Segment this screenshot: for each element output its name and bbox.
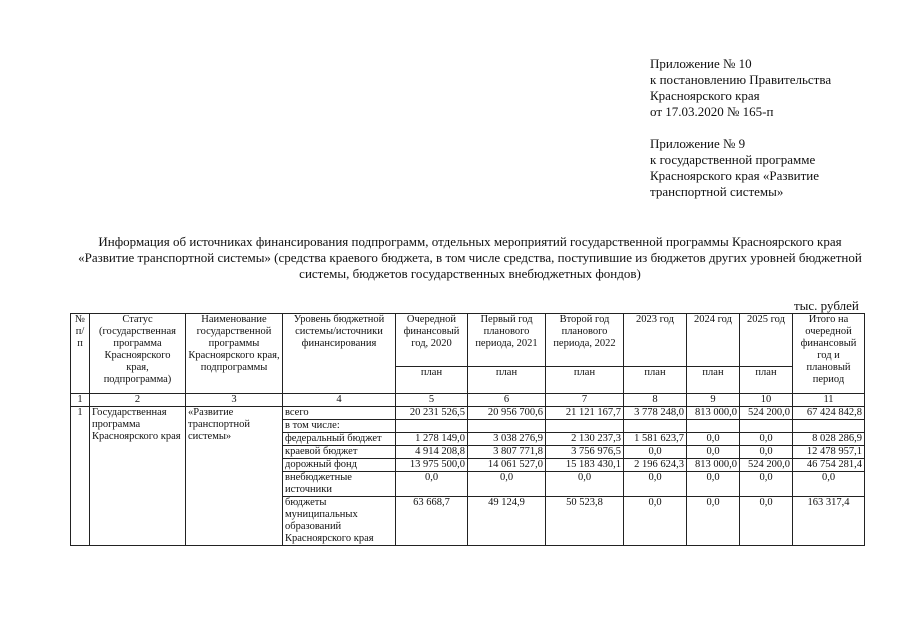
column-number-row (71, 394, 865, 407)
header-cell: 2023 год (624, 314, 687, 367)
value-cell: 0,0 (740, 433, 793, 446)
header-cell: Уровень бюджетной системы/источники финансирования (283, 314, 396, 394)
column-number: 2 (90, 394, 186, 407)
appendix-line: Красноярского края (650, 88, 760, 103)
value-cell: 50 523,8 (546, 497, 624, 546)
value-cell: 0,0 (468, 472, 546, 497)
appendix-line: к государственной программе (650, 152, 816, 167)
value-cell: 0,0 (624, 497, 687, 546)
value-cell: 524 200,0 (740, 407, 793, 420)
value-cell: 12 478 957,1 (793, 446, 865, 459)
row-status: Государственная программа Красноярского края (90, 407, 186, 546)
header-row (71, 314, 865, 367)
plan-cell: план (740, 367, 793, 394)
source-label: федеральный бюджет (283, 433, 396, 446)
value-cell: 13 975 500,0 (396, 459, 468, 472)
value-cell: 0,0 (687, 497, 740, 546)
value-cell: 15 183 430,1 (546, 459, 624, 472)
value-cell (546, 420, 624, 433)
value-cell: 0,0 (687, 433, 740, 446)
value-cell: 0,0 (687, 446, 740, 459)
value-cell: 63 668,7 (396, 497, 468, 546)
value-cell: 8 028 286,9 (793, 433, 865, 446)
financing-table (70, 313, 865, 546)
value-cell: 0,0 (396, 472, 468, 497)
appendix-line: к постановлению Правительства (650, 72, 832, 87)
value-cell: 4 914 208,8 (396, 446, 468, 459)
table-row (71, 407, 865, 420)
value-cell: 1 581 623,7 (624, 433, 687, 446)
row-number: 1 (71, 407, 90, 546)
header-cell: 2025 год (740, 314, 793, 367)
document-title: Информация об источниках финансирования подпрограмм, отдельных мероприятий государственной программы Красноярского края «Развитие транспортной системы» (средства краевого бюджета, в том числе средства, поступившие из бюджетов других уровней бюджетной системы, бюджетов государственных внебюджетных фондов) (78, 234, 862, 281)
value-cell: 524 200,0 (740, 459, 793, 472)
appendix-line: Приложение № 9 (650, 136, 746, 151)
column-number: 7 (546, 394, 624, 407)
header-cell: Второй год планового периода, 2022 (546, 314, 624, 367)
header-cell: 2024 год (687, 314, 740, 367)
value-cell (396, 420, 468, 433)
value-cell: 46 754 281,4 (793, 459, 865, 472)
header-cell: Первый год планового периода, 2021 (468, 314, 546, 367)
value-cell: 0,0 (624, 446, 687, 459)
source-label: дорожный фонд (283, 459, 396, 472)
appendix-line: Красноярского края «Развитие (650, 168, 820, 183)
header-cell: Статус (государственная программа Красноярского края, подпрограмма) (90, 314, 186, 394)
value-cell: 3 807 771,8 (468, 446, 546, 459)
value-cell: 0,0 (546, 472, 624, 497)
value-cell: 3 038 276,9 (468, 433, 546, 446)
value-cell: 1 278 149,0 (396, 433, 468, 446)
row-program-name: «Развитие транспортной системы» (186, 407, 283, 546)
value-cell (793, 420, 865, 433)
column-number: 4 (283, 394, 396, 407)
header-cell: Итого на очередной финансовый год и плановый период (793, 314, 865, 394)
units-label: тыс. рублей (794, 298, 859, 313)
value-cell (468, 420, 546, 433)
value-cell: 813 000,0 (687, 459, 740, 472)
column-number: 3 (186, 394, 283, 407)
value-cell (687, 420, 740, 433)
appendix-10-block (650, 56, 831, 120)
value-cell: 21 121 167,7 (546, 407, 624, 420)
plan-cell: план (468, 367, 546, 394)
plan-cell: план (546, 367, 624, 394)
value-cell: 0,0 (740, 497, 793, 546)
source-label: внебюджетные источники (283, 472, 396, 497)
column-number: 9 (687, 394, 740, 407)
column-number: 1 (71, 394, 90, 407)
source-label: краевой бюджет (283, 446, 396, 459)
column-number: 10 (740, 394, 793, 407)
source-label: всего (283, 407, 396, 420)
value-cell: 163 317,4 (793, 497, 865, 546)
value-cell: 2 196 624,3 (624, 459, 687, 472)
value-cell (740, 420, 793, 433)
value-cell: 67 424 842,8 (793, 407, 865, 420)
value-cell: 14 061 527,0 (468, 459, 546, 472)
value-cell: 0,0 (793, 472, 865, 497)
appendix-line: транспортной системы» (650, 184, 784, 199)
header-cell: Наименование государственной программы Красноярского края, подпрограммы (186, 314, 283, 394)
plan-cell: план (624, 367, 687, 394)
value-cell: 0,0 (624, 472, 687, 497)
value-cell (624, 420, 687, 433)
column-number: 8 (624, 394, 687, 407)
value-cell: 49 124,9 (468, 497, 546, 546)
value-cell: 0,0 (687, 472, 740, 497)
value-cell: 20 231 526,5 (396, 407, 468, 420)
value-cell: 0,0 (740, 472, 793, 497)
plan-cell: план (396, 367, 468, 394)
column-number: 5 (396, 394, 468, 407)
value-cell: 813 000,0 (687, 407, 740, 420)
header-cell: № п/п (71, 314, 90, 394)
value-cell: 20 956 700,6 (468, 407, 546, 420)
appendix-line: Приложение № 10 (650, 56, 752, 71)
value-cell: 3 778 248,0 (624, 407, 687, 420)
column-number: 11 (793, 394, 865, 407)
plan-cell: план (687, 367, 740, 394)
source-label: бюджеты муниципальных образований Красноярского края (283, 497, 396, 546)
value-cell: 2 130 237,3 (546, 433, 624, 446)
source-label: в том числе: (283, 420, 396, 433)
value-cell: 3 756 976,5 (546, 446, 624, 459)
appendix-line: от 17.03.2020 № 165-п (650, 104, 774, 119)
appendix-9-block (650, 136, 819, 200)
header-cell: Очередной финансовый год, 2020 (396, 314, 468, 367)
column-number: 6 (468, 394, 546, 407)
value-cell: 0,0 (740, 446, 793, 459)
